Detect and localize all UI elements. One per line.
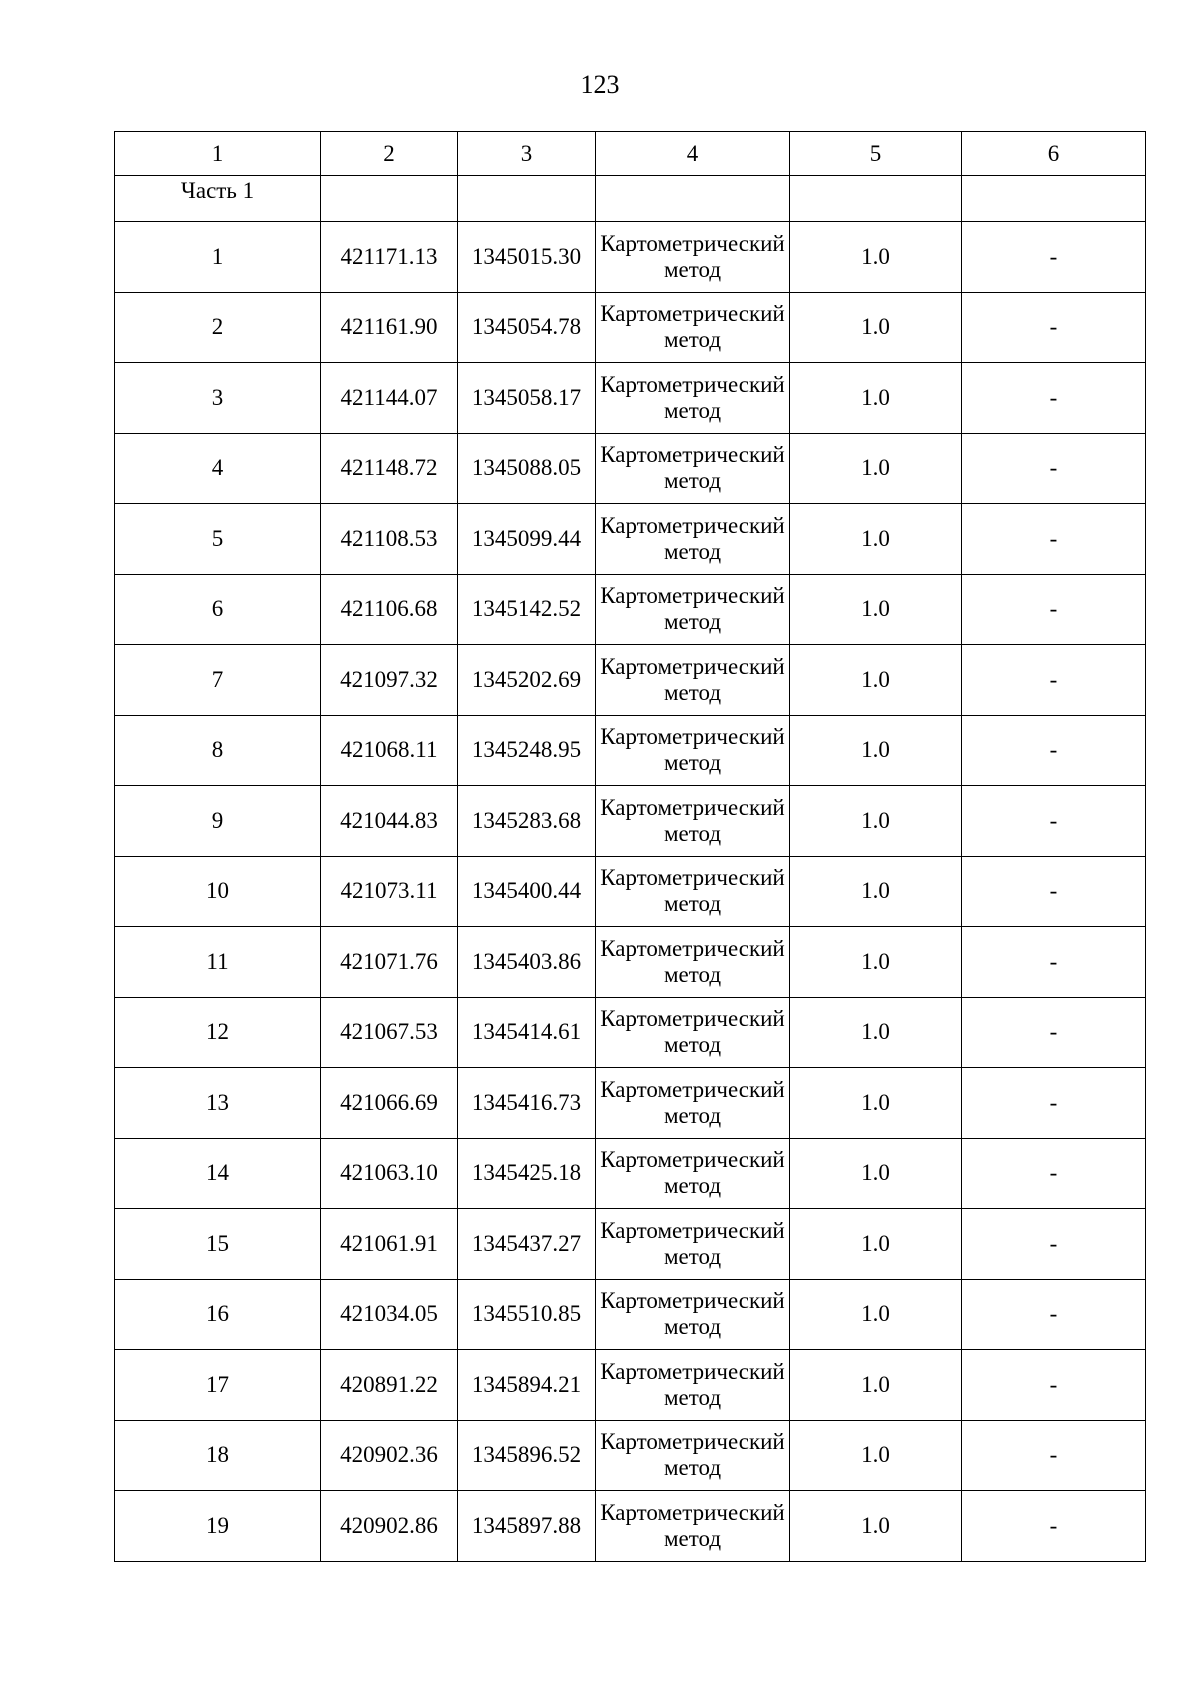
method-line-2: метод bbox=[663, 538, 722, 564]
table-body bbox=[115, 132, 1146, 1562]
y-coordinate-cell: 1345099.44 bbox=[458, 504, 596, 575]
x-coordinate-cell: 421034.05 bbox=[321, 1279, 458, 1350]
method-line-1: Картометрический bbox=[600, 1429, 785, 1455]
y-coordinate-cell: 1345142.52 bbox=[458, 574, 596, 645]
method-line-1: Картометрический bbox=[600, 1217, 785, 1243]
coordinates-table bbox=[114, 131, 1146, 1562]
x-coordinate-cell: 421097.32 bbox=[321, 645, 458, 716]
empty-cell bbox=[458, 176, 596, 222]
method-cell bbox=[596, 1279, 790, 1350]
point-number-cell: 19 bbox=[115, 1491, 321, 1562]
x-coordinate-cell: 420902.36 bbox=[321, 1420, 458, 1491]
x-coordinate-cell: 421148.72 bbox=[321, 433, 458, 504]
method-cell bbox=[596, 574, 790, 645]
method-line-2: метод bbox=[663, 1032, 722, 1058]
table-row bbox=[115, 504, 1146, 575]
method-cell bbox=[596, 292, 790, 363]
method-cell bbox=[596, 856, 790, 927]
table-row bbox=[115, 1491, 1146, 1562]
method-line-2: метод bbox=[663, 397, 722, 423]
method-line-1: Картометрический bbox=[600, 512, 785, 538]
method-line-1: Картометрический bbox=[600, 301, 785, 327]
table-row bbox=[115, 927, 1146, 998]
note-cell: - bbox=[962, 997, 1146, 1068]
y-coordinate-cell: 1345414.61 bbox=[458, 997, 596, 1068]
point-number-cell: 12 bbox=[115, 997, 321, 1068]
method-cell bbox=[596, 1138, 790, 1209]
accuracy-cell: 1.0 bbox=[790, 1068, 962, 1139]
header-row bbox=[115, 132, 1146, 176]
table-row bbox=[115, 574, 1146, 645]
table-row bbox=[115, 363, 1146, 434]
accuracy-cell: 1.0 bbox=[790, 715, 962, 786]
y-coordinate-cell: 1345510.85 bbox=[458, 1279, 596, 1350]
method-cell bbox=[596, 433, 790, 504]
header-cell: 6 bbox=[962, 132, 1146, 176]
point-number-cell: 16 bbox=[115, 1279, 321, 1350]
accuracy-cell: 1.0 bbox=[790, 1350, 962, 1421]
accuracy-cell: 1.0 bbox=[790, 1209, 962, 1280]
method-line-1: Картометрический bbox=[600, 935, 785, 961]
method-line-2: метод bbox=[663, 256, 722, 282]
y-coordinate-cell: 1345894.21 bbox=[458, 1350, 596, 1421]
section-row bbox=[115, 176, 1146, 222]
table-row bbox=[115, 856, 1146, 927]
y-coordinate-cell: 1345400.44 bbox=[458, 856, 596, 927]
note-cell: - bbox=[962, 786, 1146, 857]
accuracy-cell: 1.0 bbox=[790, 786, 962, 857]
accuracy-cell: 1.0 bbox=[790, 856, 962, 927]
method-line-1: Картометрический bbox=[600, 371, 785, 397]
x-coordinate-cell: 421068.11 bbox=[321, 715, 458, 786]
point-number-cell: 5 bbox=[115, 504, 321, 575]
accuracy-cell: 1.0 bbox=[790, 927, 962, 998]
method-cell bbox=[596, 786, 790, 857]
x-coordinate-cell: 421067.53 bbox=[321, 997, 458, 1068]
x-coordinate-cell: 421171.13 bbox=[321, 222, 458, 293]
point-number-cell: 7 bbox=[115, 645, 321, 716]
method-line-1: Картометрический bbox=[600, 1006, 785, 1032]
x-coordinate-cell: 420902.86 bbox=[321, 1491, 458, 1562]
method-line-2: метод bbox=[663, 1384, 722, 1410]
point-number-cell: 13 bbox=[115, 1068, 321, 1139]
table-row bbox=[115, 1068, 1146, 1139]
method-line-2: метод bbox=[663, 1173, 722, 1199]
note-cell: - bbox=[962, 927, 1146, 998]
empty-cell bbox=[790, 176, 962, 222]
y-coordinate-cell: 1345088.05 bbox=[458, 433, 596, 504]
point-number-cell: 4 bbox=[115, 433, 321, 504]
accuracy-cell: 1.0 bbox=[790, 292, 962, 363]
y-coordinate-cell: 1345202.69 bbox=[458, 645, 596, 716]
point-number-cell: 2 bbox=[115, 292, 321, 363]
point-number-cell: 3 bbox=[115, 363, 321, 434]
method-line-2: метод bbox=[663, 609, 722, 635]
empty-cell bbox=[962, 176, 1146, 222]
page-number: 123 bbox=[580, 70, 620, 99]
note-cell: - bbox=[962, 433, 1146, 504]
accuracy-cell: 1.0 bbox=[790, 645, 962, 716]
note-cell: - bbox=[962, 1491, 1146, 1562]
method-cell bbox=[596, 927, 790, 998]
header-cell: 5 bbox=[790, 132, 962, 176]
y-coordinate-cell: 1345425.18 bbox=[458, 1138, 596, 1209]
method-cell bbox=[596, 715, 790, 786]
accuracy-cell: 1.0 bbox=[790, 222, 962, 293]
note-cell: - bbox=[962, 645, 1146, 716]
method-line-2: метод bbox=[663, 1102, 722, 1128]
header-cell: 1 bbox=[115, 132, 321, 176]
accuracy-cell: 1.0 bbox=[790, 363, 962, 434]
x-coordinate-cell: 421161.90 bbox=[321, 292, 458, 363]
table-row bbox=[115, 1279, 1146, 1350]
y-coordinate-cell: 1345015.30 bbox=[458, 222, 596, 293]
y-coordinate-cell: 1345416.73 bbox=[458, 1068, 596, 1139]
x-coordinate-cell: 421144.07 bbox=[321, 363, 458, 434]
method-line-1: Картометрический bbox=[600, 794, 785, 820]
table-row bbox=[115, 1209, 1146, 1280]
accuracy-cell: 1.0 bbox=[790, 433, 962, 504]
y-coordinate-cell: 1345058.17 bbox=[458, 363, 596, 434]
method-line-1: Картометрический bbox=[600, 1358, 785, 1384]
y-coordinate-cell: 1345248.95 bbox=[458, 715, 596, 786]
method-cell bbox=[596, 1491, 790, 1562]
method-line-1: Картометрический bbox=[600, 724, 785, 750]
table-row bbox=[115, 997, 1146, 1068]
method-line-1: Картометрический bbox=[600, 1288, 785, 1314]
method-line-1: Картометрический bbox=[600, 230, 785, 256]
note-cell: - bbox=[962, 292, 1146, 363]
note-cell: - bbox=[962, 1279, 1146, 1350]
point-number-cell: 11 bbox=[115, 927, 321, 998]
x-coordinate-cell: 421108.53 bbox=[321, 504, 458, 575]
table-row bbox=[115, 1138, 1146, 1209]
method-line-2: метод bbox=[663, 750, 722, 776]
y-coordinate-cell: 1345437.27 bbox=[458, 1209, 596, 1280]
y-coordinate-cell: 1345403.86 bbox=[458, 927, 596, 998]
point-number-cell: 1 bbox=[115, 222, 321, 293]
note-cell: - bbox=[962, 504, 1146, 575]
accuracy-cell: 1.0 bbox=[790, 1138, 962, 1209]
table-row bbox=[115, 1350, 1146, 1421]
header-cell: 3 bbox=[458, 132, 596, 176]
point-number-cell: 8 bbox=[115, 715, 321, 786]
accuracy-cell: 1.0 bbox=[790, 997, 962, 1068]
accuracy-cell: 1.0 bbox=[790, 504, 962, 575]
method-cell bbox=[596, 1420, 790, 1491]
table-row bbox=[115, 1420, 1146, 1491]
method-cell bbox=[596, 504, 790, 575]
header-cell: 2 bbox=[321, 132, 458, 176]
accuracy-cell: 1.0 bbox=[790, 1420, 962, 1491]
note-cell: - bbox=[962, 1350, 1146, 1421]
method-cell bbox=[596, 997, 790, 1068]
y-coordinate-cell: 1345054.78 bbox=[458, 292, 596, 363]
y-coordinate-cell: 1345897.88 bbox=[458, 1491, 596, 1562]
empty-cell bbox=[596, 176, 790, 222]
point-number-cell: 6 bbox=[115, 574, 321, 645]
method-line-2: метод bbox=[663, 891, 722, 917]
table-row bbox=[115, 292, 1146, 363]
point-number-cell: 15 bbox=[115, 1209, 321, 1280]
table-row bbox=[115, 645, 1146, 716]
note-cell: - bbox=[962, 1068, 1146, 1139]
method-cell bbox=[596, 1068, 790, 1139]
note-cell: - bbox=[962, 856, 1146, 927]
method-line-1: Картометрический bbox=[600, 865, 785, 891]
method-line-2: метод bbox=[663, 327, 722, 353]
method-line-2: метод bbox=[663, 961, 722, 987]
point-number-cell: 18 bbox=[115, 1420, 321, 1491]
method-line-1: Картометрический bbox=[600, 1499, 785, 1525]
method-cell bbox=[596, 645, 790, 716]
table-row bbox=[115, 786, 1146, 857]
point-number-cell: 9 bbox=[115, 786, 321, 857]
point-number-cell: 14 bbox=[115, 1138, 321, 1209]
table-row bbox=[115, 222, 1146, 293]
x-coordinate-cell: 421044.83 bbox=[321, 786, 458, 857]
accuracy-cell: 1.0 bbox=[790, 574, 962, 645]
header-cell: 4 bbox=[596, 132, 790, 176]
note-cell: - bbox=[962, 715, 1146, 786]
note-cell: - bbox=[962, 1420, 1146, 1491]
method-line-2: метод bbox=[663, 679, 722, 705]
x-coordinate-cell: 420891.22 bbox=[321, 1350, 458, 1421]
method-cell bbox=[596, 1350, 790, 1421]
x-coordinate-cell: 421066.69 bbox=[321, 1068, 458, 1139]
method-line-2: метод bbox=[663, 1525, 722, 1551]
table-row bbox=[115, 715, 1146, 786]
method-line-2: метод bbox=[663, 820, 722, 846]
method-line-1: Картометрический bbox=[600, 583, 785, 609]
x-coordinate-cell: 421071.76 bbox=[321, 927, 458, 998]
method-cell bbox=[596, 222, 790, 293]
method-line-1: Картометрический bbox=[600, 653, 785, 679]
x-coordinate-cell: 421073.11 bbox=[321, 856, 458, 927]
method-line-1: Картометрический bbox=[600, 1076, 785, 1102]
x-coordinate-cell: 421061.91 bbox=[321, 1209, 458, 1280]
method-line-1: Картометрический bbox=[600, 442, 785, 468]
x-coordinate-cell: 421106.68 bbox=[321, 574, 458, 645]
y-coordinate-cell: 1345896.52 bbox=[458, 1420, 596, 1491]
method-line-2: метод bbox=[663, 1243, 722, 1269]
accuracy-cell: 1.0 bbox=[790, 1491, 962, 1562]
note-cell: - bbox=[962, 1138, 1146, 1209]
x-coordinate-cell: 421063.10 bbox=[321, 1138, 458, 1209]
section-label: Часть 1 bbox=[115, 176, 321, 222]
method-line-1: Картометрический bbox=[600, 1147, 785, 1173]
table-row bbox=[115, 433, 1146, 504]
point-number-cell: 10 bbox=[115, 856, 321, 927]
empty-cell bbox=[321, 176, 458, 222]
note-cell: - bbox=[962, 574, 1146, 645]
y-coordinate-cell: 1345283.68 bbox=[458, 786, 596, 857]
note-cell: - bbox=[962, 222, 1146, 293]
note-cell: - bbox=[962, 1209, 1146, 1280]
accuracy-cell: 1.0 bbox=[790, 1279, 962, 1350]
method-cell bbox=[596, 1209, 790, 1280]
method-line-2: метод bbox=[663, 1314, 722, 1340]
method-line-2: метод bbox=[663, 468, 722, 494]
note-cell: - bbox=[962, 363, 1146, 434]
method-cell bbox=[596, 363, 790, 434]
method-line-2: метод bbox=[663, 1455, 722, 1481]
point-number-cell: 17 bbox=[115, 1350, 321, 1421]
